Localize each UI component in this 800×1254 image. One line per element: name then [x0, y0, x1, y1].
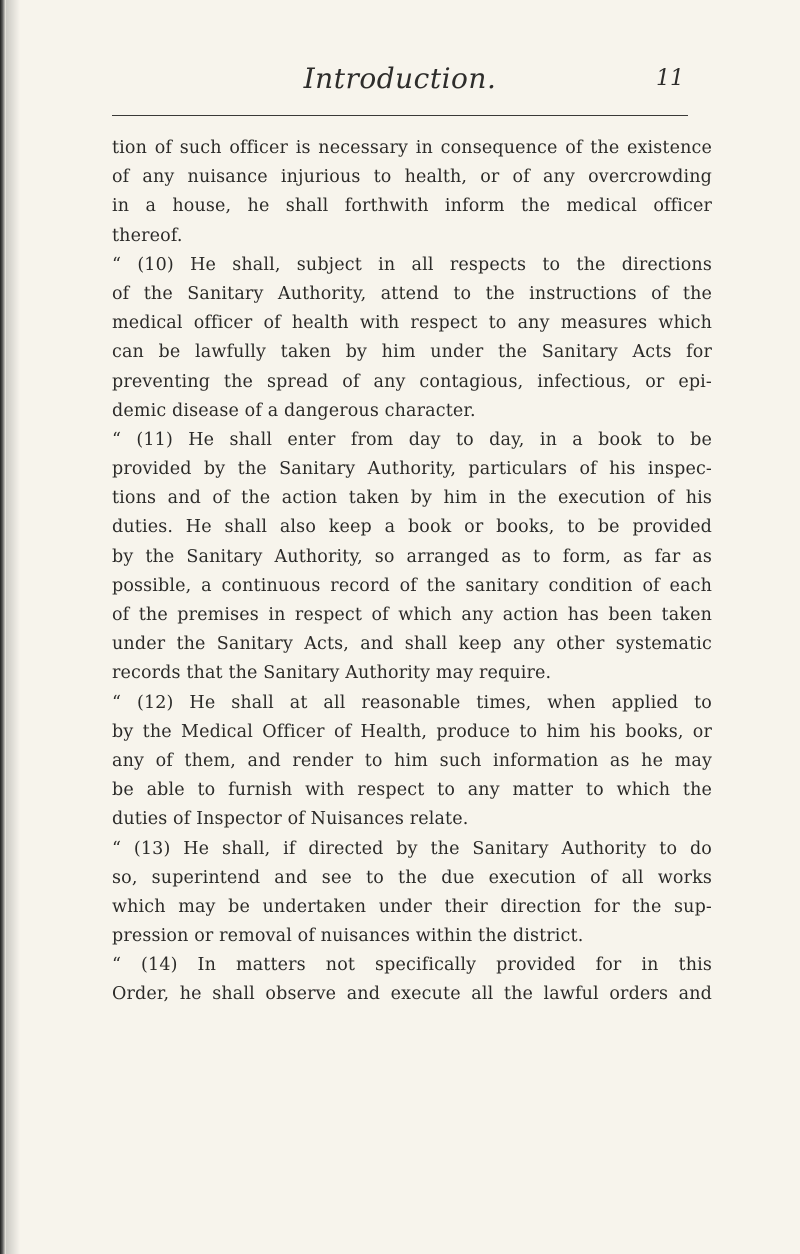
text-line: thereof.	[112, 225, 183, 246]
text-line: “ (11) He shall enter from day to day, in a book to be	[112, 429, 712, 450]
text-line: by the Sanitary Authority, so arranged as to form, as far as	[112, 546, 712, 567]
text-line: preventing the spread of any contagious, infectious, or epi-	[112, 371, 712, 392]
text-line: be able to furnish with respect to any matter to which the	[112, 780, 712, 801]
text-line: “ (14) In matters not specifically provided for in this	[112, 955, 712, 976]
running-head	[112, 62, 688, 102]
text-line: can be lawfully taken by him under the Sanitary Acts for	[112, 342, 712, 363]
text-line: demic disease of a dangerous character.	[112, 400, 476, 421]
text-line: by the Medical Officer of Health, produce to him his books, or	[112, 721, 712, 742]
text-line: medical officer of health with respect to any measures which	[112, 313, 712, 334]
text-line: which may be undertaken under their direction for the sup-	[112, 896, 712, 917]
text-line: tions and of the action taken by him in the execution of his	[112, 488, 712, 509]
running-title: Introduction.	[303, 62, 497, 95]
text-line: of the premises in respect of which any action has been taken	[112, 605, 712, 625]
page-number: 11	[656, 66, 684, 91]
text-line: provided by the Sanitary Authority, particulars of his inspec-	[112, 459, 712, 480]
text-line: in a house, he shall forthwith inform the medical officer	[112, 196, 712, 217]
text-line: of the Sanitary Authority, attend to the instructions of the	[112, 283, 712, 304]
text-line: possible, a continuous record of the sanitary condition of each	[112, 575, 712, 596]
text-line: duties of Inspector of Nuisances relate.	[112, 809, 469, 830]
text-line: “ (10) He shall, subject in all respects to the directions	[112, 254, 712, 275]
text-line: “ (13) He shall, if directed by the Sanitary Authority to do	[112, 838, 712, 859]
text-line: so, superintend and see to the due execution of all works	[112, 867, 712, 888]
header-rule	[112, 115, 688, 116]
text-line: “ (12) He shall at all reasonable times, when applied to	[112, 692, 712, 713]
body-text	[112, 134, 712, 1010]
text-line: tion of such officer is necessary in consequence of the existence	[112, 138, 712, 158]
text-line: Order, he shall observe and execute all the lawful orders and	[112, 984, 712, 1005]
text-line: any of them, and render to him such information as he may	[112, 750, 712, 771]
page-binding-shadow	[6, 0, 20, 1254]
text-line: of any nuisance injurious to health, or of any overcrowding	[112, 167, 712, 188]
text-line: duties. He shall also keep a book or books, to be provided	[112, 517, 712, 538]
text-line: records that the Sanitary Authority may require.	[112, 663, 552, 684]
text-line: pression or removal of nuisances within the district.	[112, 926, 584, 947]
text-line: under the Sanitary Acts, and shall keep any other systematic	[112, 634, 712, 655]
